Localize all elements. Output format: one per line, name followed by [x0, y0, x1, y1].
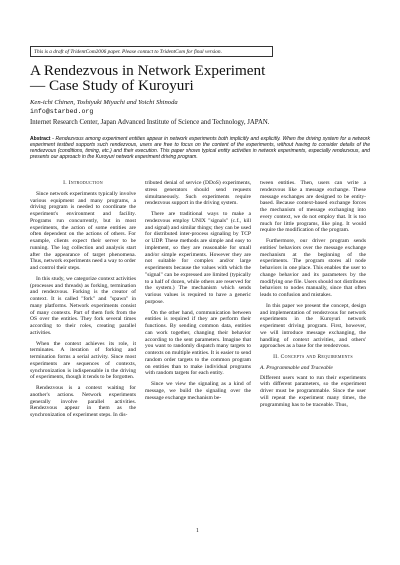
paragraph: Since we view the signaling as a kind of message, we build the signaling over the message exchange mechanism be-: [145, 381, 251, 401]
abstract-text: - Rendezvous among experiment entities appear in network experiments both implicitly and explicitly. When the driving system for a network experiment testbed supports such rendezvous, users are free to focus on the content of the experiments, without having to consider details of the rendezvous (conditions, timing, etc.) and their execution. This paper shows typical entity activities in network experiments, especially rendezvous, and presents our approach in the Kuroyuri network experiment driving program.: [30, 136, 370, 161]
title-line-1: A Rendezvous in Network Experiment: [30, 62, 266, 79]
paragraph: tributed denial of service (DDoS) experiments, stress generators should send requests simultaneously. Such experiments require rendezvous support in the driving system.: [145, 180, 251, 207]
abstract-label: Abstract: [30, 136, 51, 142]
paragraph: Furthermore, our driver program sends entities' behaviors over the message exchange mechanism at the beginning of the experiments. The program stores all node behaviors in one place. This enables the user to change behavior and its parameters by the modifying one file. Users should not distributes behaviors to nodes manually, since that often leads to confusion and mistakes.: [260, 238, 366, 298]
contact-email: info@starbed.org: [30, 108, 94, 115]
subsection-heading: A. Programmable and Traceable: [260, 364, 333, 371]
page-number: 1: [196, 528, 199, 534]
paragraph: In this study, we categorize context activities (processes and threads) as forking, termination and rendezvous. Forking is the creator of context. It is called "fork" and "spawn" in many platforms. Network experiments consist of many contexts. Part of them fork from the OS over the entities. They fork several times according to their roles, creating parallel activities.: [30, 275, 136, 336]
title-line-2: — Case Study of Kuroyuri: [30, 77, 194, 94]
paragraph: In this paper we present the concept, design and implementation of rendezvous for network experiments in the Kuroyuri network experiment driving program. First, however, we will introduce message exchanging, the handling of context activities, and others' approaches as a base for the rendezvous.: [260, 302, 366, 350]
column-1: [30, 180, 136, 423]
paragraph: tween entities. Then, users can write a rendezvous like a message exchange. These message exchanges are designed to be entity-based. Because context-based exchange forces the mechanism of message exchanging into every context, we do not employ that. It is too much for little programs, like ping. It would require the modification of the program.: [260, 180, 366, 234]
column-3: [260, 180, 366, 412]
column-2: [145, 180, 251, 405]
paragraph: When the context achieves its role, it terminates. A iteration of forking and termination forms a serial activity. Since most experiments are sequences of contexts, synchronization is indispensable in the driving of experiments, though it tends to be forgotten.: [30, 340, 136, 381]
paragraph: Rendezvous is a context waiting for another's actions. Network experiments generally involve parallel activities. Rendezvous appear in them as the synchronization of experiment steps. In dis-: [30, 385, 136, 418]
paragraph: There are traditional ways to make a rendezvous employ UNIX "signals" (c.f., kill and signal) and similar things; they can be used for distributed inter-process signaling by TCP or UDP. These methods are simple and easy to implement, so they are reasonable for small and/or simple experiments. However they are not suitable for complex and/or large experiments because the values with which the "signal" can be expressed are limited (typically to a half of dozen, while others are reserved for the system.) The mechanism which sends various values is required to have a generic purpose.: [145, 211, 251, 305]
paragraph: Since network experiments typically involve various equipment and many programs, a driving program is needed to coordinate the experiment's environment and facility. Programs run concurrently, but in most experiments, the action of some entities are often dependent on the actions of others. For example, clients expect their server to be running. The log collection and analysis start after the appearance of target phenomena. Thus, network experiments need a way to order and control their steps.: [30, 190, 136, 271]
section-heading-concepts: II. Concepts and Requirements: [273, 354, 353, 360]
draft-notice: This is a draft of TridentCom2006 paper. Please contact to TridentCom for final version.: [30, 46, 273, 57]
paragraph: Different users want to run their experiments with different parameters, so the experiment driver must be programmable. Since the user will repeat the experiment many times, the programming has to be traceable. Thus,: [260, 374, 366, 408]
affiliation: Internet Research Center, Japan Advanced Institute of Science and Technology, JAPAN.: [30, 119, 270, 126]
section-heading-introduction: I. Introduction: [63, 180, 103, 186]
authors: Ken-ichi Chinen, Toshiyuki Miyachi and Yoichi Shinoda: [30, 99, 178, 106]
paper-title: [30, 63, 375, 93]
abstract: [30, 136, 370, 160]
paragraph: On the other hand, communication between entities is required if they are perform their functions. By sending common data, entities can work together, changing their behavior according to the sent parameters. Imagine that you want to randomly dispatch many targets to contexts on multiple entities. It is easier to send random order targets to the common program on entities than to make individual programs with random targets for each entity.: [145, 309, 251, 377]
